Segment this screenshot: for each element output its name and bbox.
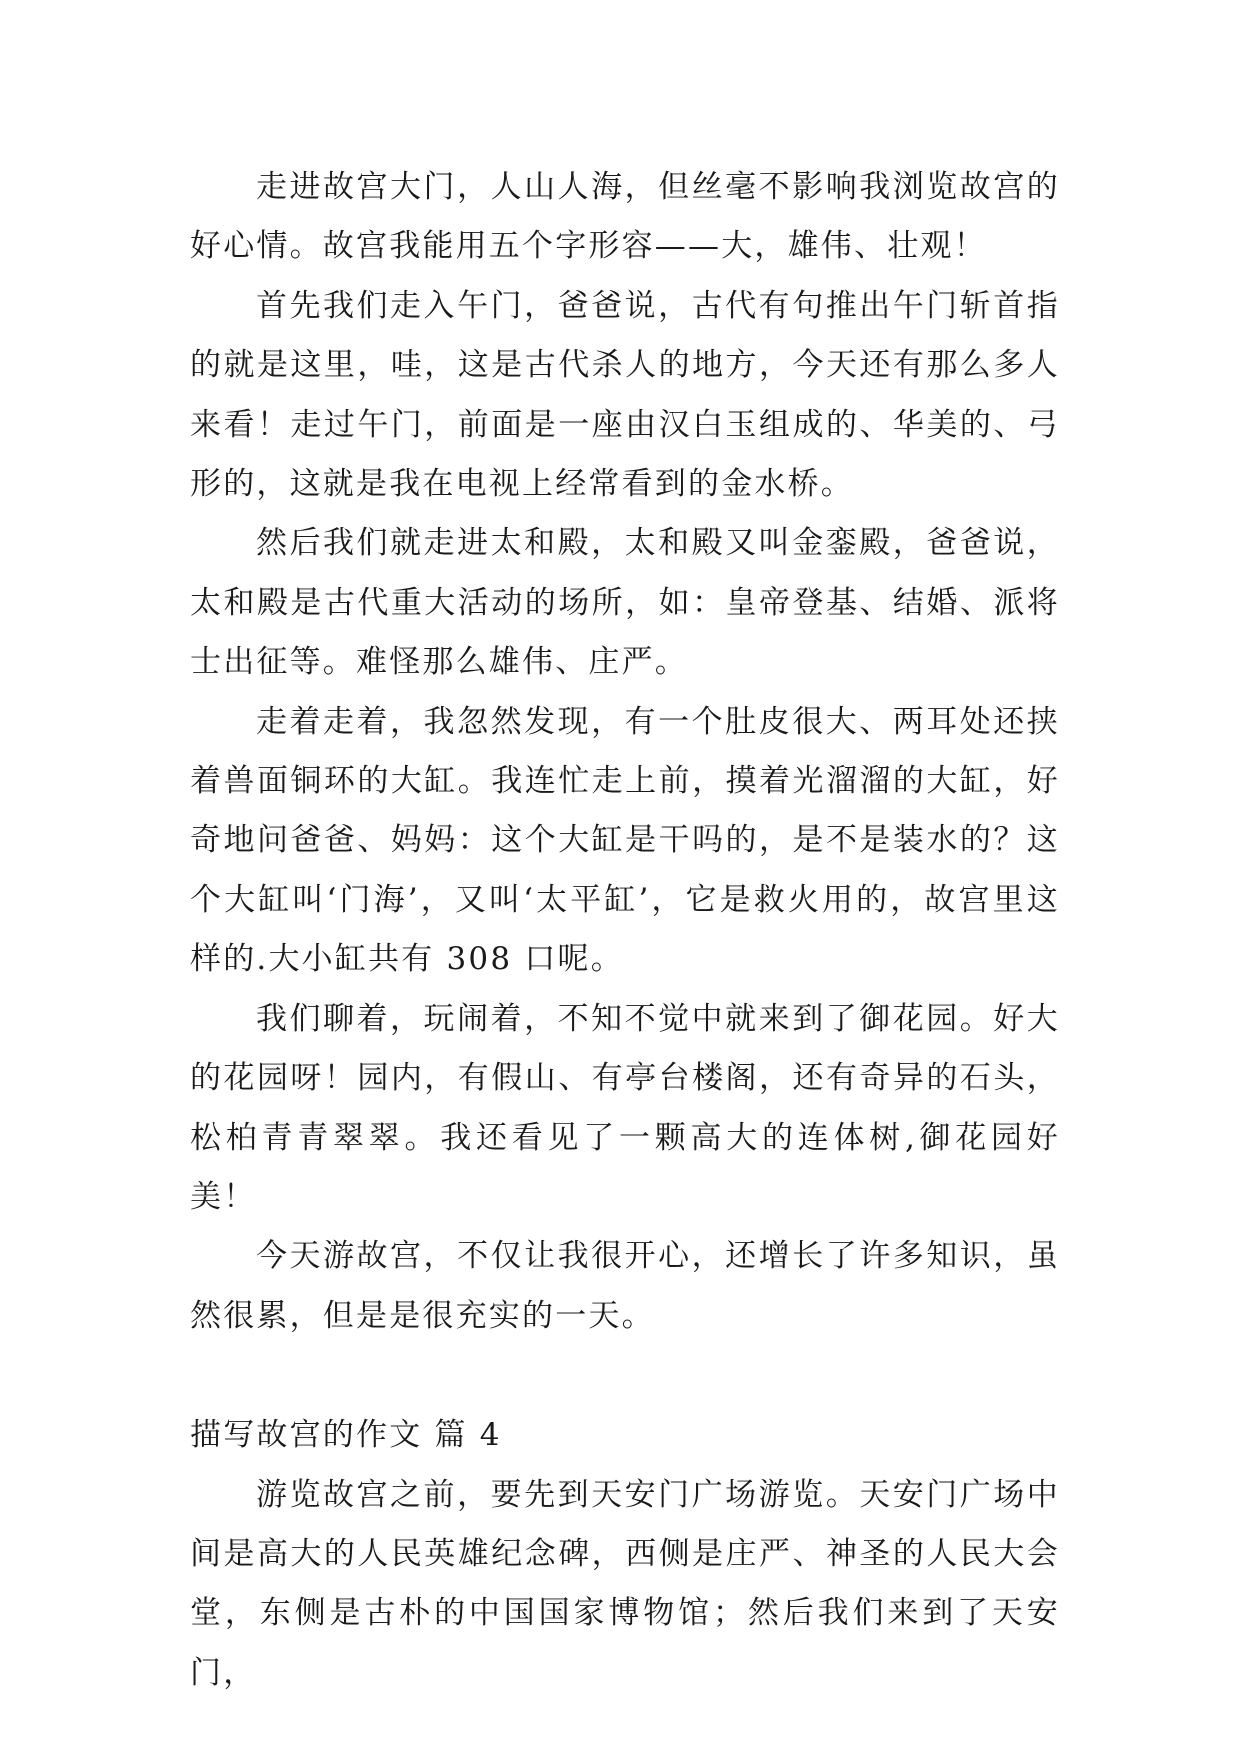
paragraph-entering-palace: 走进故宫大门，人山人海，但丝毫不影响我浏览故宫的好心情。故宫我能用五个字形容——大，雄伟、壮观！	[190, 169, 1060, 265]
paragraph-hall-of-supreme-harmony: 然后我们就走进太和殿，太和殿又叫金銮殿，爸爸说，太和殿是古代重大活动的场所，如：皇帝登基、结婚、派将士出征等。难怪那么雄伟、庄严。	[190, 525, 1060, 681]
paragraph-tiananmen-square: 游览故宫之前，要先到天安门广场游览。天安门广场中间是高大的人民英雄纪念碑，西侧是庄严、神圣的人民大会堂，东侧是古朴的中国国家博物馆；然后我们来到了天安门，	[190, 1476, 1060, 1691]
paragraph-conclusion: 今天游故宫，不仅让我很开心，还增长了许多知识，虽然很累，但是是很充实的一天。	[190, 1238, 1060, 1334]
paragraph-imperial-garden: 我们聊着，玩闹着，不知不觉中就来到了御花园。好大的花园呀！园内，有假山、有亭台楼阁，还有奇异的石头，松柏青青翠翠。我还看见了一颗高大的连体树,御花园好美！	[190, 1000, 1060, 1215]
document-body	[190, 158, 1060, 1703]
paragraph-bronze-vat: 走着走着，我忽然发现，有一个肚皮很大、两耳处还挟着兽面铜环的大缸。我连忙走上前，摸着光溜溜的大缸，好奇地问爸爸、妈妈：这个大缸是干吗的，是不是装水的？这个大缸叫‘门海’，又叫‘太平缸’，它是救火用的，故宫里这样的.大小缸共有 308 口呢。	[190, 703, 1060, 978]
section-heading: 描写故宫的作文 篇 4	[190, 1417, 502, 1454]
paragraph-meridian-gate: 首先我们走入午门，爸爸说，古代有句推出午门斩首指的就是这里，哇，这是古代杀人的地方，今天还有那么多人来看！走过午门，前面是一座由汉白玉组成的、华美的、弓形的，这就是我在电视上经常看到的金水桥。	[190, 287, 1060, 503]
